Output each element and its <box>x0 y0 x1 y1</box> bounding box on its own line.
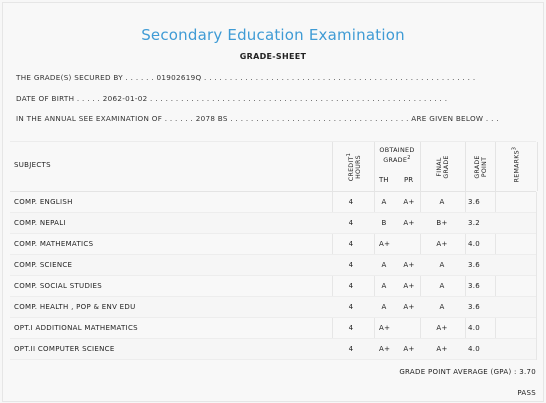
table-row <box>10 339 536 360</box>
subject-name: OPT.I ADDITIONAL MATHEMATICS <box>14 324 138 332</box>
obtained-grade-sup: 2 <box>407 155 411 161</box>
th-header: TH <box>379 176 389 184</box>
grade-point-header-cell <box>465 142 496 191</box>
subjects-header: SUBJECTS <box>14 161 51 169</box>
pr-grade: A+ <box>403 198 415 206</box>
th-grade: A+ <box>379 324 391 332</box>
subject-name: COMP. HEALTH , POP & ENV EDU <box>14 303 136 311</box>
grade-point: 3.2 <box>467 219 481 227</box>
credit-header-sup: 1 <box>345 152 352 157</box>
credit-header-label: CREDIT <box>348 156 356 182</box>
subject-name: COMP. SCIENCE <box>14 261 73 269</box>
remarks-header-cell <box>495 142 538 191</box>
table-row <box>10 255 536 276</box>
obtained-label: OBTAINED <box>379 146 415 154</box>
exam-title: Secondary Education Examination <box>141 26 405 44</box>
final-grade: A <box>439 198 445 206</box>
subject-name: COMP. ENGLISH <box>14 198 73 206</box>
final-grade-header <box>436 143 450 191</box>
obtained-grade-label: GRADE <box>383 156 408 164</box>
credit-hours: 4 <box>348 282 354 290</box>
remarks-sup: 3 <box>511 146 518 151</box>
th-grade: A+ <box>379 240 391 248</box>
table-row <box>10 213 536 234</box>
grade-point: 3.6 <box>467 198 481 206</box>
subject-name: COMP. MATHEMATICS <box>14 240 94 248</box>
subject-name: COMP. SOCIAL STUDIES <box>14 282 103 290</box>
grade-point-label-2: POINT <box>481 156 488 178</box>
obtained-grade-header <box>374 146 420 164</box>
th-grade: A <box>381 198 387 206</box>
grade-point-label-1: GRADE <box>474 155 481 179</box>
th-grade: A <box>381 261 387 269</box>
th-grade: A+ <box>379 345 391 353</box>
final-grade-header-cell <box>420 142 466 191</box>
grade-point-header <box>474 143 488 191</box>
table-row <box>10 318 536 339</box>
credit-header <box>346 143 362 191</box>
grade-table <box>10 141 536 360</box>
remarks-label: REMARKS <box>513 150 521 183</box>
grade-point: 3.6 <box>467 303 481 311</box>
final-grade: B+ <box>436 219 448 227</box>
table-body <box>10 192 536 360</box>
grade-sheet-heading: GRADE-SHEET <box>239 52 307 61</box>
table-row <box>10 234 536 255</box>
pr-header: PR <box>404 176 414 184</box>
credit-hours: 4 <box>348 198 354 206</box>
result-status: PASS <box>517 389 536 397</box>
final-grade: A+ <box>436 345 448 353</box>
final-grade: A <box>439 261 445 269</box>
credit-hours: 4 <box>348 303 354 311</box>
grade-point: 3.6 <box>467 261 481 269</box>
grade-point: 3.6 <box>467 282 481 290</box>
pr-grade: A+ <box>403 261 415 269</box>
pr-grade: A+ <box>403 303 415 311</box>
grade-point: 4.0 <box>467 345 481 353</box>
credit-hours: 4 <box>348 324 354 332</box>
credit-header-cell <box>332 142 375 191</box>
table-row <box>10 192 536 213</box>
subject-name: COMP. NEPALI <box>14 219 66 227</box>
final-grade: A <box>439 282 445 290</box>
pr-grade: A+ <box>403 282 415 290</box>
credit-header-sub: HOURS <box>355 155 363 179</box>
final-grade: A+ <box>436 240 448 248</box>
subject-name: OPT.II COMPUTER SCIENCE <box>14 345 115 353</box>
th-grade: A <box>381 303 387 311</box>
final-grade-label-2: GRADE <box>443 155 450 179</box>
table-header <box>10 141 536 192</box>
final-grade: A+ <box>436 324 448 332</box>
credit-hours: 4 <box>348 261 354 269</box>
exam-year-line: IN THE ANNUAL SEE EXAMINATION OF . . . . . . 2078 BS . . . . . . . . . . . . . . . . . . . . . . . . . . . . . . . . . . . ARE GIVEN BELOW . . . <box>16 114 499 123</box>
final-grade: A <box>439 303 445 311</box>
credit-hours: 4 <box>348 219 354 227</box>
remarks-header <box>511 141 520 189</box>
pr-grade: A+ <box>403 345 415 353</box>
table-row <box>10 276 536 297</box>
final-grade-label-1: FINAL <box>436 157 443 177</box>
pr-grade: A+ <box>403 219 415 227</box>
gpa-summary: GRADE POINT AVERAGE (GPA) : 3.70 <box>399 368 536 376</box>
credit-hours: 4 <box>348 240 354 248</box>
credit-hours: 4 <box>348 345 354 353</box>
th-grade: A <box>381 282 387 290</box>
table-row <box>10 297 536 318</box>
date-of-birth-line: DATE OF BIRTH . . . . . 2062-01-02 . . . . . . . . . . . . . . . . . . . . . . . . . . . . . . . . . . . . . . . . . . . . . . . . . . . . . . . . . . <box>16 94 448 103</box>
th-grade: B <box>381 219 387 227</box>
grade-point: 4.0 <box>467 240 481 248</box>
grade-point: 4.0 <box>467 324 481 332</box>
grade-secured-by-line: THE GRADE(S) SECURED BY . . . . . . 01902619Q . . . . . . . . . . . . . . . . . . . . . . . . . . . . . . . . . . . . . . . . . . . . . . . . . . . . . <box>16 73 476 82</box>
